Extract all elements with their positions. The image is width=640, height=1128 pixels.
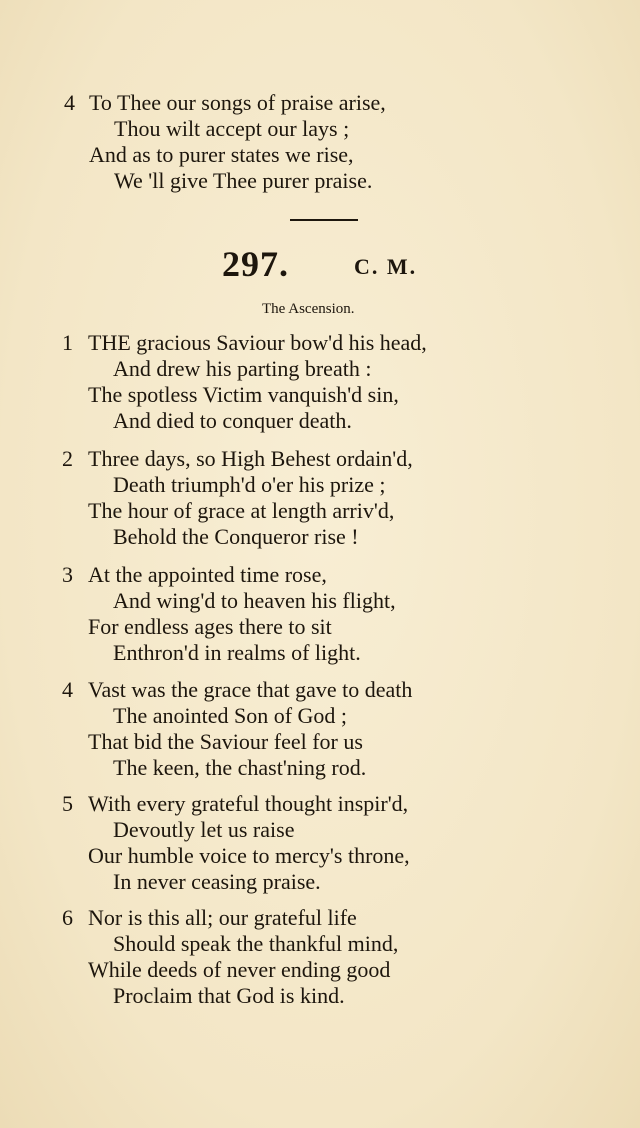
stanza-line: Vast was the grace that gave to death (88, 677, 413, 702)
stanza-line: And wing'd to heaven his flight, (113, 588, 396, 613)
stanza-line: Behold the Conqueror rise ! (113, 524, 359, 549)
stanza-line: Should speak the thankful mind, (113, 931, 399, 956)
stanza-line: The hour of grace at length arriv'd, (88, 498, 395, 523)
stanza-line: And drew his parting breath : (113, 356, 372, 381)
stanza-number: 4 (64, 90, 75, 115)
stanza-line: In never ceasing praise. (113, 869, 321, 894)
stanza-line: At the appointed time rose, (88, 562, 327, 587)
stanza-line: Devoutly let us raise (113, 817, 295, 842)
section-divider (290, 219, 358, 221)
hymn-title: The Ascension. (262, 301, 355, 317)
stanza-line: Death triumph'd o'er his prize ; (113, 472, 386, 497)
hymn-meter: C. M. (354, 254, 418, 279)
stanza-line: Our humble voice to mercy's throne, (88, 843, 410, 868)
stanza-number: 4 (62, 677, 73, 702)
stanza-line: The anointed Son of God ; (113, 703, 348, 728)
stanza-line: Nor is this all; our grateful life (88, 905, 357, 930)
stanza-line: And died to conquer death. (113, 408, 352, 433)
stanza-line: Enthron'd in realms of light. (113, 640, 361, 665)
stanza-line: The keen, the chast'ning rod. (113, 755, 367, 780)
stanza-line: With every grateful thought inspir'd, (88, 791, 409, 816)
stanza-number: 6 (62, 905, 73, 930)
stanza-line: We 'll give Thee purer praise. (114, 168, 373, 193)
stanza-line: The spotless Victim vanquish'd sin, (88, 382, 399, 407)
stanza-line: Thou wilt accept our lays ; (114, 116, 350, 141)
stanza-line: Proclaim that God is kind. (113, 983, 345, 1008)
stanza-line: For endless ages there to sit (88, 614, 332, 639)
stanza-number: 3 (62, 562, 73, 587)
stanza-line: While deeds of never ending good (88, 957, 391, 982)
stanza-number: 5 (62, 791, 73, 816)
stanza-line: Three days, so High Behest ordain'd, (88, 446, 413, 471)
stanza-line: THE gracious Saviour bow'd his head, (88, 330, 427, 355)
stanza-line: And as to purer states we rise, (89, 142, 354, 167)
stanza-number: 1 (62, 330, 73, 355)
stanza-line: To Thee our songs of praise arise, (89, 90, 386, 115)
hymn-number: 297. (222, 244, 289, 284)
stanza-line: That bid the Saviour feel for us (88, 729, 363, 754)
stanza-number: 2 (62, 446, 73, 471)
